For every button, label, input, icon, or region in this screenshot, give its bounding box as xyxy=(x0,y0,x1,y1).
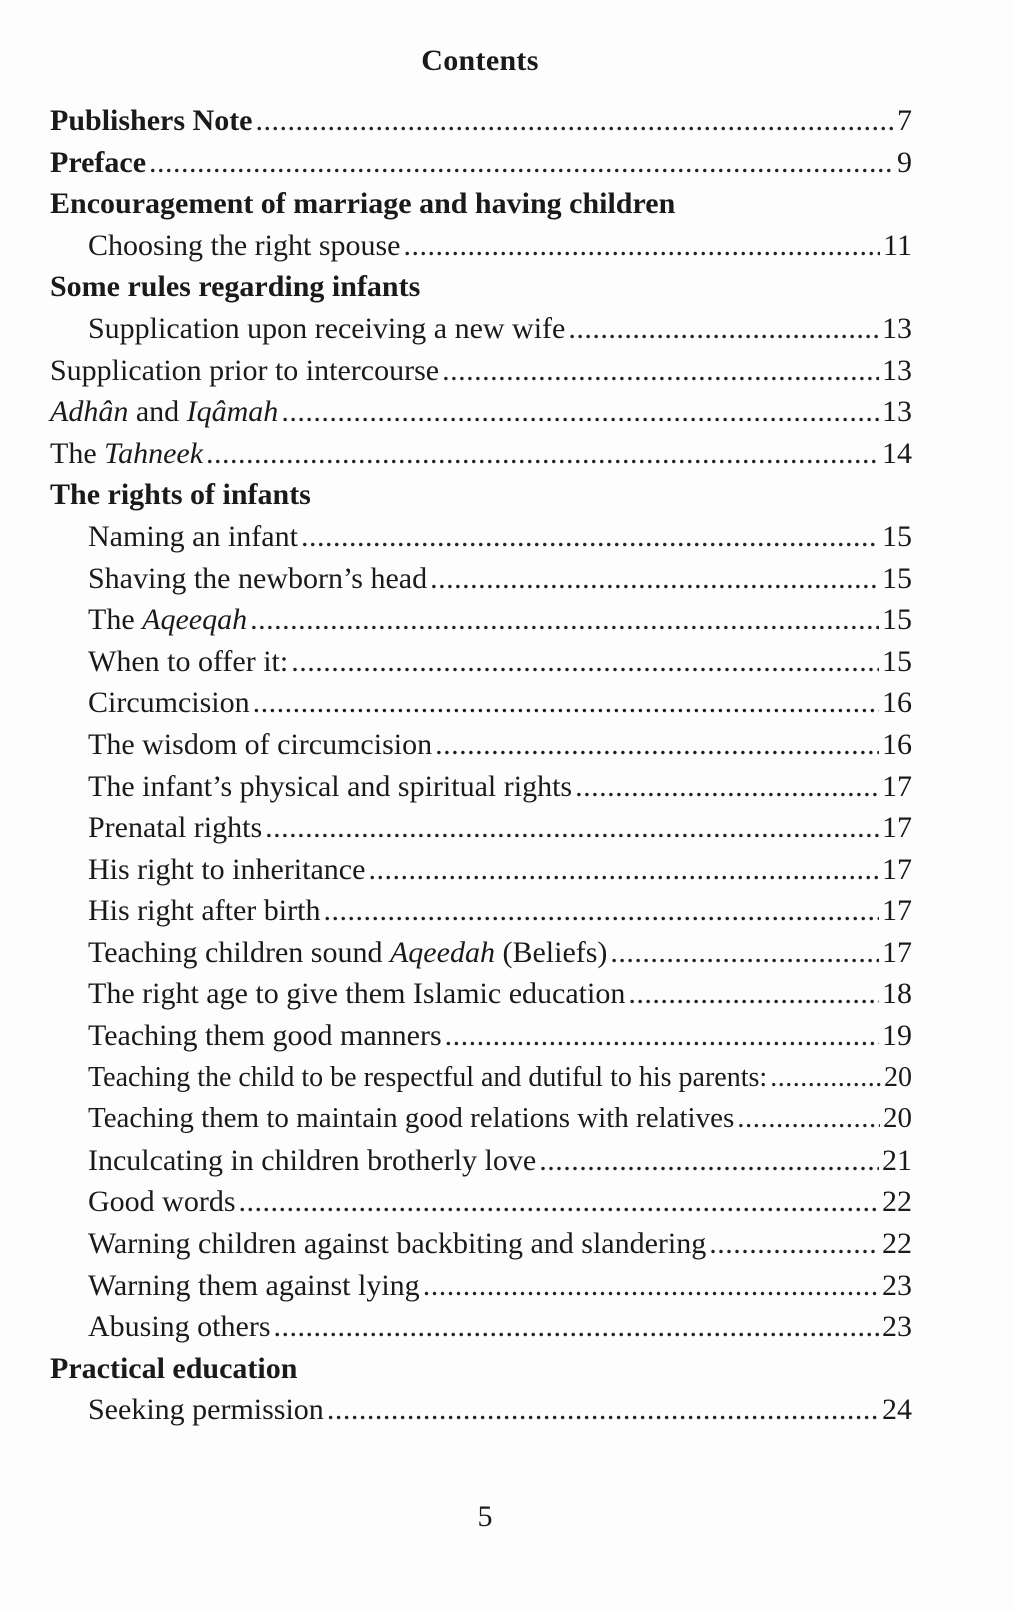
toc-entry-page: 18 xyxy=(882,977,912,1011)
dot-leader xyxy=(253,682,879,724)
dot-leader xyxy=(568,308,879,350)
toc-entry-title: His right after birth xyxy=(88,894,321,928)
toc-entry-page: 23 xyxy=(882,1268,912,1302)
toc-entry-title: Circumcision xyxy=(88,686,250,720)
toc-entry xyxy=(50,1265,912,1307)
toc-entry-title: Supplication upon receiving a new wife xyxy=(88,311,566,345)
toc-section-heading xyxy=(50,474,912,516)
toc-entry xyxy=(50,433,912,475)
toc-entry-title: Naming an infant xyxy=(88,519,298,553)
toc-section-heading xyxy=(50,183,912,225)
toc-entry xyxy=(50,142,912,184)
toc-entry xyxy=(50,1057,912,1099)
dot-leader xyxy=(206,433,879,475)
toc-entry xyxy=(50,973,912,1015)
toc-entry xyxy=(50,1015,912,1057)
dot-leader xyxy=(301,516,879,558)
dot-leader xyxy=(423,1265,879,1307)
toc-entry xyxy=(50,682,912,724)
toc-entry xyxy=(50,807,912,849)
toc-entry-title: Publishers Note xyxy=(50,104,253,137)
dot-leader xyxy=(442,350,879,392)
toc-entry-page: 13 xyxy=(882,311,912,345)
toc-entry-page: 16 xyxy=(882,686,912,720)
toc-entry-page: 19 xyxy=(882,1019,912,1053)
toc-entry-page: 21 xyxy=(882,1143,912,1177)
toc-entry xyxy=(50,391,912,433)
page-number: 5 xyxy=(477,1500,493,1533)
toc-entry-page: 23 xyxy=(882,1310,912,1344)
toc-entry xyxy=(50,1140,912,1182)
toc-entry-page: 17 xyxy=(882,852,912,886)
dot-leader xyxy=(250,599,879,641)
page-title: Contents xyxy=(421,44,539,77)
dot-leader xyxy=(274,1306,880,1348)
toc-entry-title: Warning children against backbiting and slandering xyxy=(88,1227,707,1261)
dot-leader xyxy=(256,100,895,142)
toc-entry-page: 15 xyxy=(882,561,912,595)
toc-entry xyxy=(50,641,912,683)
dot-leader xyxy=(610,932,879,974)
toc-entry-page: 24 xyxy=(882,1393,912,1427)
toc-section-heading xyxy=(50,266,912,308)
toc-entry-title: Encouragement of marriage and having children xyxy=(50,187,676,221)
dot-leader xyxy=(539,1140,879,1182)
toc-entry-title: The wisdom of circumcision xyxy=(88,727,433,761)
dot-leader xyxy=(430,558,879,600)
dot-leader xyxy=(291,641,879,683)
dot-leader xyxy=(435,724,879,766)
toc-entry xyxy=(50,1389,912,1431)
dot-leader xyxy=(281,391,879,433)
toc-entry-title: The right age to give them Islamic education xyxy=(88,977,626,1011)
toc-entry-title: The infant’s physical and spiritual rights xyxy=(88,769,573,803)
toc-entry-page: 13 xyxy=(882,353,912,387)
toc-entry-page: 11 xyxy=(883,228,912,262)
dot-leader xyxy=(575,766,879,808)
toc-entry-title: The rights of infants xyxy=(50,478,311,512)
toc-entry-page: 17 xyxy=(882,811,912,845)
toc-entry-title: Warning them against lying xyxy=(88,1268,420,1302)
toc-entry-title: The Tahneek xyxy=(50,436,204,470)
toc-entry-title: Teaching them good manners xyxy=(88,1019,442,1053)
toc-entry xyxy=(50,599,912,641)
toc-entry xyxy=(50,225,912,267)
dot-leader xyxy=(628,973,879,1015)
toc-entry-title: Preface xyxy=(50,145,147,179)
toc-entry xyxy=(50,1181,912,1223)
toc-entry-title: The Aqeeqah xyxy=(88,603,248,637)
toc-entry xyxy=(50,308,912,350)
toc-entry-title: Good words xyxy=(88,1185,236,1219)
toc-section-heading xyxy=(50,1348,912,1390)
toc-entry-page: 16 xyxy=(882,727,912,761)
toc-entry-page: 17 xyxy=(882,894,912,928)
toc-entry xyxy=(50,890,912,932)
dot-leader xyxy=(737,1098,880,1140)
toc-entry-page: 7 xyxy=(897,104,912,137)
toc-entry-title: When to offer it: xyxy=(88,644,289,678)
toc-entry-page: 17 xyxy=(882,769,912,803)
toc-entry-title: Teaching children sound Aqeedah (Beliefs) xyxy=(88,935,608,969)
table-of-contents xyxy=(50,100,912,1431)
dot-leader xyxy=(709,1223,879,1265)
dot-leader xyxy=(265,807,879,849)
toc-entry-title: Inculcating in children brotherly love xyxy=(88,1143,537,1177)
dot-leader xyxy=(323,890,879,932)
toc-entry xyxy=(50,350,912,392)
toc-entry xyxy=(50,1306,912,1348)
dot-leader xyxy=(327,1389,879,1431)
toc-entry xyxy=(50,558,912,600)
toc-entry-title: Practical education xyxy=(50,1351,298,1385)
toc-entry-page: 14 xyxy=(882,436,912,470)
toc-entry xyxy=(50,724,912,766)
toc-entry xyxy=(50,1098,912,1140)
toc-entry-title: Abusing others xyxy=(88,1310,271,1344)
toc-entry-title: Prenatal rights xyxy=(88,811,263,845)
toc-entry xyxy=(50,516,912,558)
toc-entry-page: 9 xyxy=(897,145,912,179)
toc-entry-page: 22 xyxy=(882,1185,912,1219)
toc-entry-page: 15 xyxy=(882,519,912,553)
dot-leader xyxy=(368,849,879,891)
toc-entry xyxy=(50,849,912,891)
dot-leader xyxy=(404,225,881,267)
toc-entry-title: Shaving the newborn’s head xyxy=(88,561,428,595)
toc-entry-page: 20 xyxy=(884,1061,912,1093)
toc-entry xyxy=(50,1223,912,1265)
toc-entry-page: 20 xyxy=(883,1102,912,1135)
toc-entry-title: Teaching the child to be respectful and dutiful to his parents: xyxy=(88,1061,768,1093)
toc-entry-page: 15 xyxy=(882,603,912,637)
dot-leader xyxy=(770,1057,881,1099)
toc-entry-title: Seeking permission xyxy=(88,1393,324,1427)
toc-entry-page: 13 xyxy=(882,395,912,429)
toc-entry xyxy=(50,766,912,808)
toc-entry xyxy=(50,100,912,142)
toc-entry-page: 17 xyxy=(882,935,912,969)
toc-entry-page: 22 xyxy=(882,1227,912,1261)
toc-entry-title: Some rules regarding infants xyxy=(50,270,421,304)
dot-leader xyxy=(445,1015,879,1057)
toc-entry-title: Choosing the right spouse xyxy=(88,228,401,262)
toc-entry-page: 15 xyxy=(882,644,912,678)
dot-leader xyxy=(149,142,894,184)
toc-entry-title: His right to inheritance xyxy=(88,852,366,886)
toc-entry-title: Supplication prior to intercourse xyxy=(50,353,440,387)
toc-entry-title: Adhân and Iqâmah xyxy=(50,395,279,429)
toc-entry xyxy=(50,932,912,974)
toc-entry-title: Teaching them to maintain good relations with relatives xyxy=(88,1102,735,1135)
dot-leader xyxy=(239,1181,880,1223)
